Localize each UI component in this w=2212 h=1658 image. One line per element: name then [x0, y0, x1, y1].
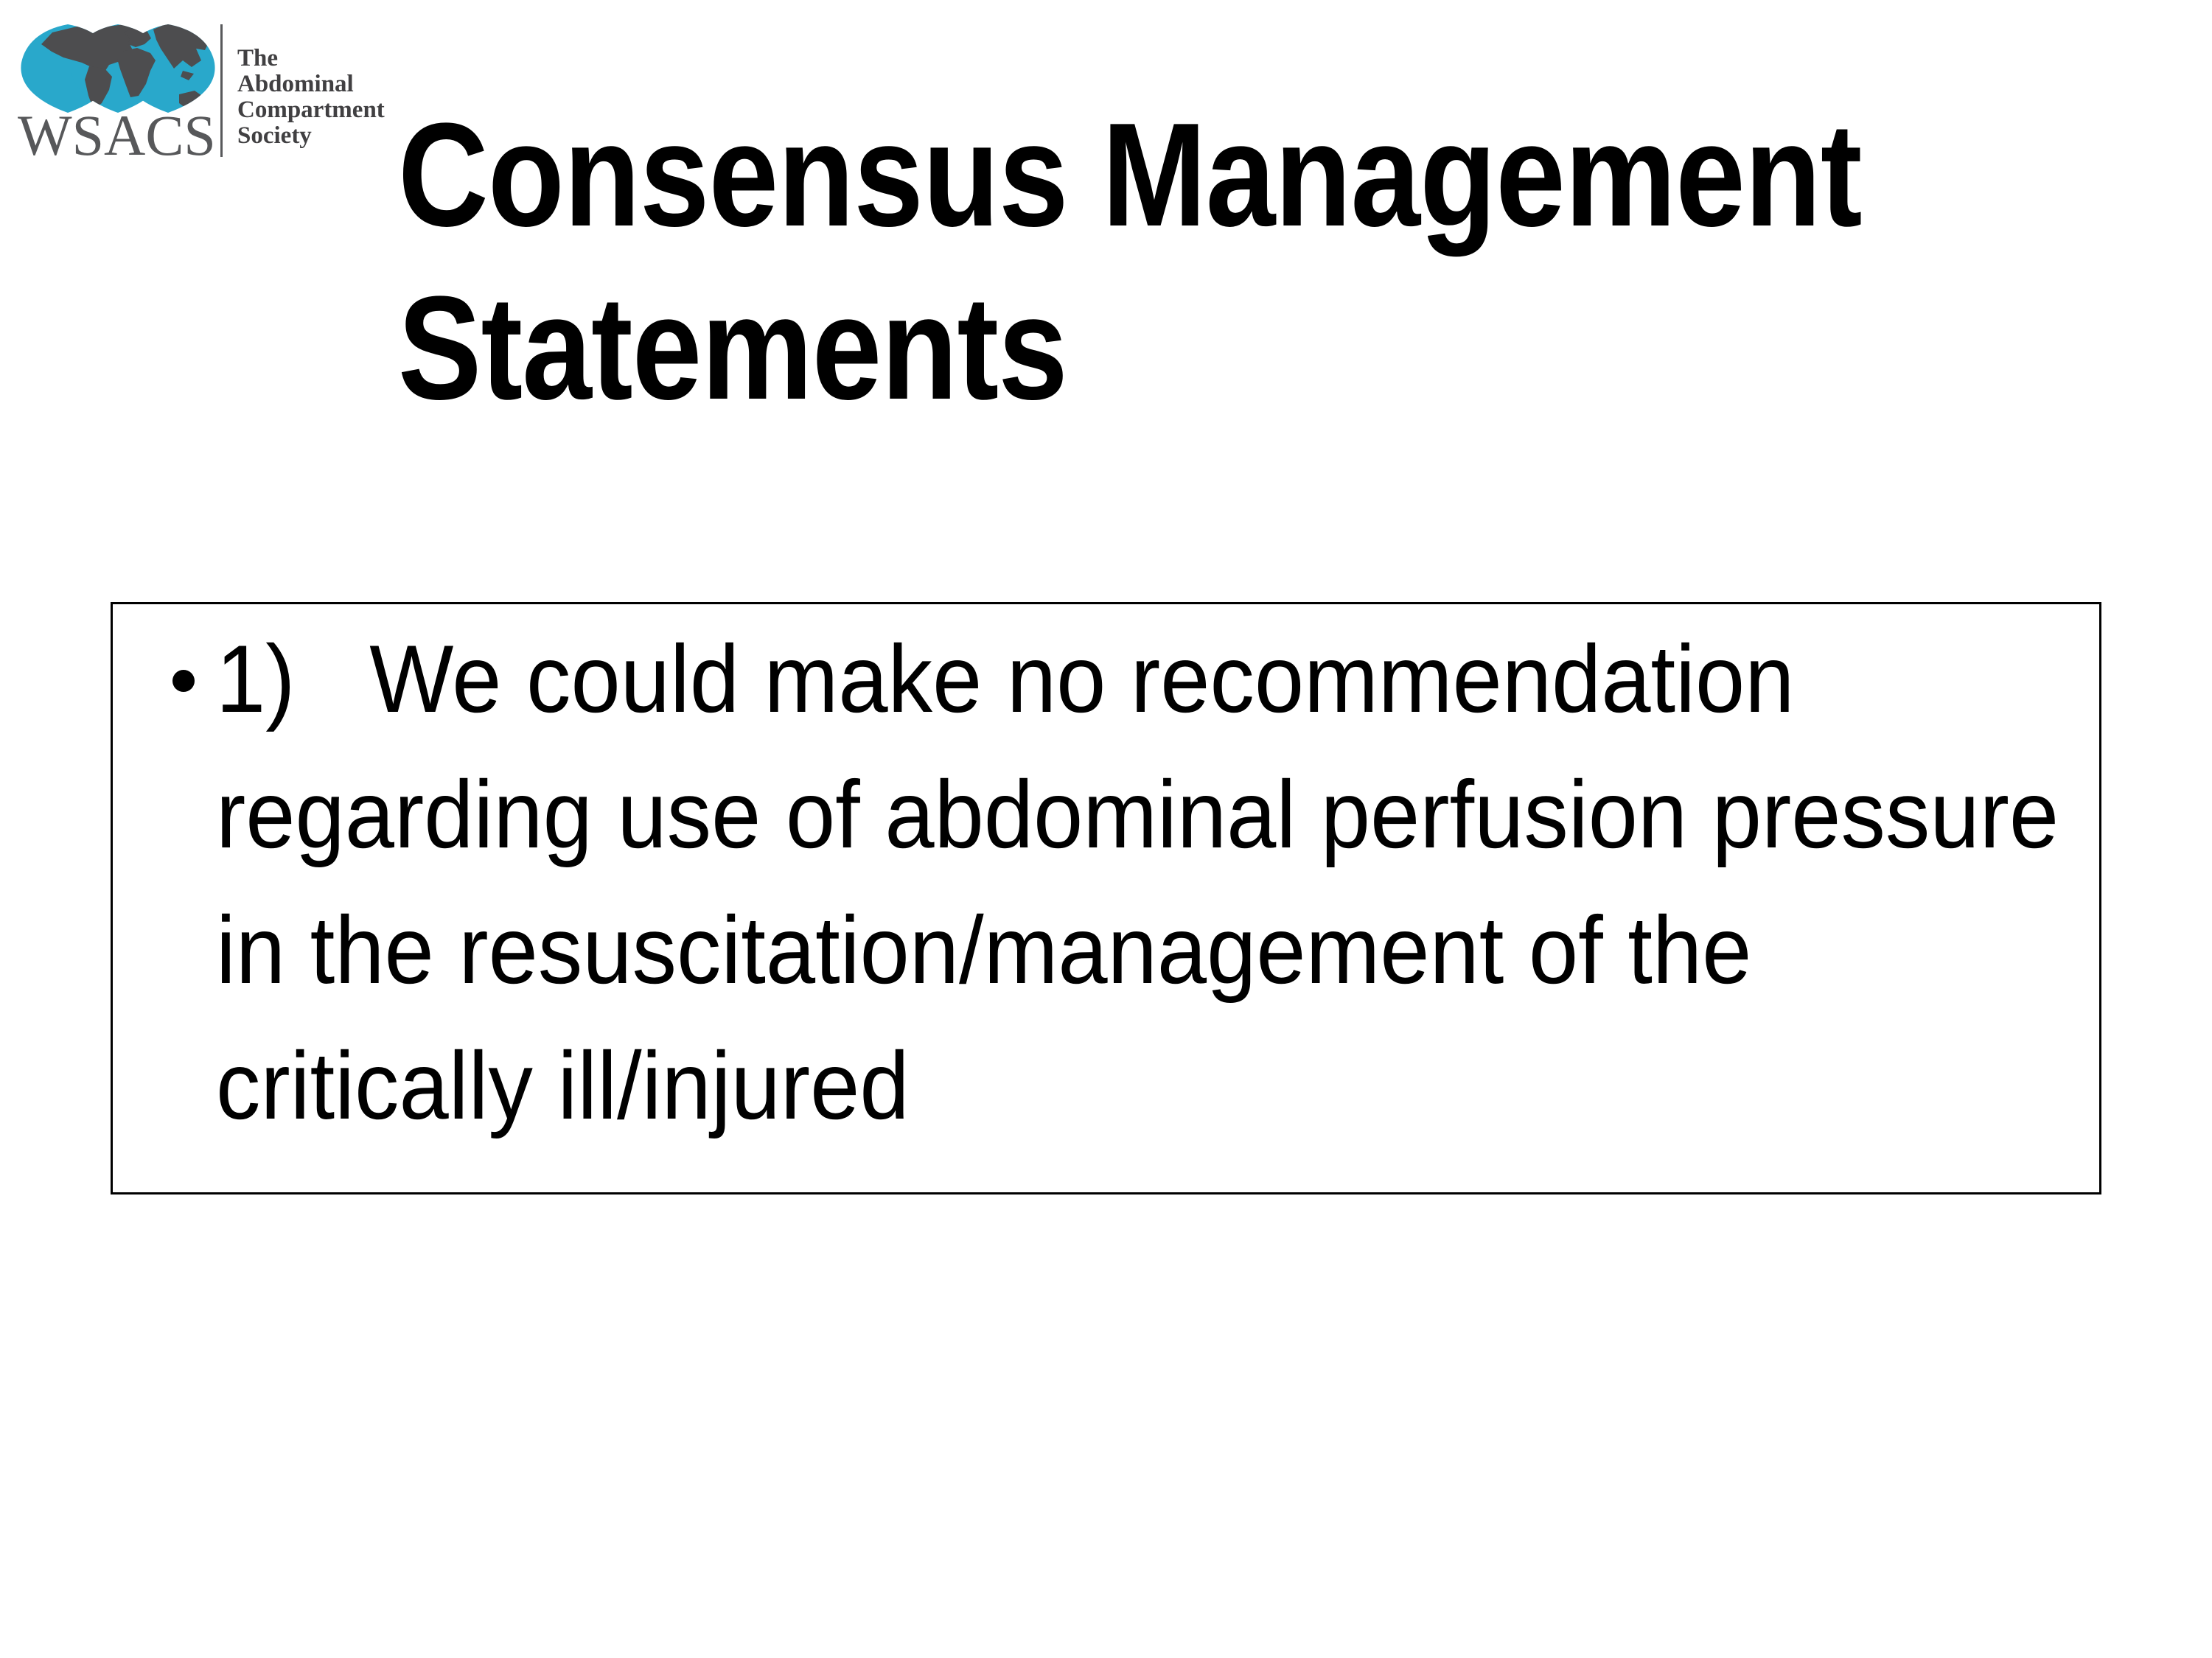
logo-divider: [220, 24, 223, 157]
society-name: [237, 46, 385, 149]
statement-text: [216, 611, 2059, 1153]
statement-line: 1) We could make no recommendation: [216, 625, 1795, 732]
globe-map-icon: [19, 22, 217, 115]
bullet-icon: [172, 670, 195, 692]
title-line: Statements: [398, 266, 1067, 430]
society-line: The: [237, 45, 279, 71]
wsacs-acronym: WSACS: [18, 103, 216, 167]
society-line: Abdominal: [237, 71, 354, 97]
statement-box: [111, 602, 2101, 1194]
society-line: Compartment: [237, 97, 385, 123]
society-line: Society: [237, 122, 312, 149]
page-title: [398, 88, 1862, 435]
wsacs-logo: [0, 0, 457, 192]
title-line: Consensus Management: [398, 93, 1862, 257]
statement-line: regarding use of abdominal perfusion pressure: [216, 760, 2059, 868]
statement-line: critically ill/injured: [216, 1032, 910, 1139]
statement-line: in the resuscitation/management of the: [216, 896, 1752, 1004]
